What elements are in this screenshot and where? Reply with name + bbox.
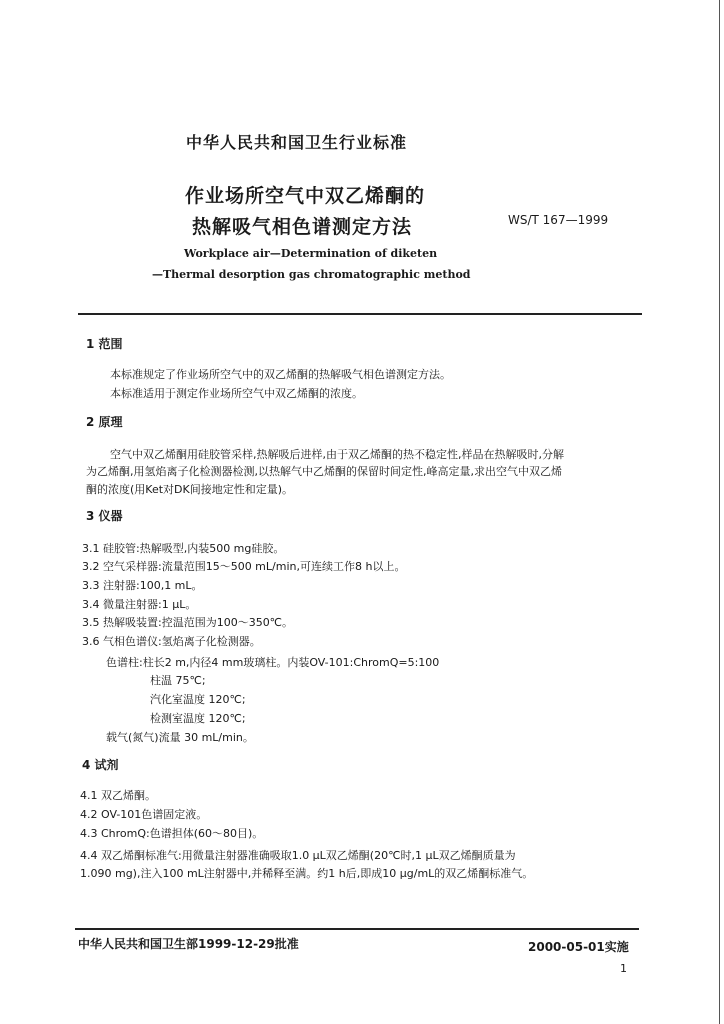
instrument-item: 3.5 热解吸装置:控温范围为100～350℃。 (82, 616, 294, 629)
title-line-1: 作业场所空气中双乙烯酮的 (185, 185, 426, 207)
section-4-heading: 4 试剂 (82, 758, 119, 772)
english-title-line-2: —Thermal desorption gas chromatographic method (152, 268, 471, 281)
section-3-heading: 3 仪器 (86, 509, 123, 523)
reagent-item: 4.1 双乙烯酮。 (80, 789, 156, 802)
instrument-item: 3.6 气相色谱仪:氢焰离子化检测器。 (82, 635, 261, 648)
english-title-line-1: Workplace air—Determination of diketen (184, 247, 438, 260)
section-1-paragraph-1: 本标准规定了作业场所空气中的双乙烯酮的热解吸气相色谱测定方法。 (110, 368, 451, 381)
section-2-line-2: 为乙烯酮,用氢焰离子化检测器检测,以热解气中乙烯酮的保留时间定性,峰高定量,求出空气中双乙烯 (86, 465, 562, 478)
effective-date: 2000-05-01实施 (528, 940, 629, 954)
approval-note: 中华人民共和国卫生部1999-12-29批准 (78, 937, 299, 951)
section-2-line-1: 空气中双乙烯酮用硅胶管采样,热解吸后进样,由于双乙烯酮的热不稳定性,样品在热解吸时,分解 (110, 448, 564, 461)
reagent-item: 4.3 ChromQ:色谱担体(60～80目)。 (80, 827, 264, 840)
title-line-2: 热解吸气相色谱测定方法 (192, 216, 413, 238)
issuing-authority: 中华人民共和国卫生行业标准 (186, 133, 408, 152)
scan-edge-line (719, 0, 720, 1024)
vaporizer-temperature: 汽化室温度 120℃; (150, 693, 246, 706)
instrument-item: 3.4 微量注射器:1 μL。 (82, 598, 197, 611)
section-1-paragraph-2: 本标准适用于测定作业场所空气中双乙烯酮的浓度。 (110, 387, 363, 400)
instrument-item: 3.1 硅胶管:热解吸型,内装500 mg硅胶。 (82, 542, 285, 555)
section-2-line-3: 酮的浓度(用Ket对DK间接地定性和定量)。 (86, 483, 294, 496)
column-temperature: 柱温 75℃; (150, 674, 206, 687)
header-divider (78, 313, 642, 315)
detector-temperature: 检测室温度 120℃; (150, 712, 246, 725)
reagent-item: 4.4 双乙烯酮标准气:用微量注射器准确吸取1.0 μL双乙烯酮(20℃时,1 μL双乙烯酮质量为 (80, 849, 516, 862)
section-1-heading: 1 范围 (86, 337, 123, 351)
reagent-item: 4.2 OV-101色谱固定液。 (80, 808, 208, 821)
reagent-item-continued: 1.090 mg),注入100 mL注射器中,并稀释至满。约1 h后,即成10 μg/mL的双乙烯酮标准气。 (80, 867, 534, 880)
standard-number: WS/T 167—1999 (508, 213, 609, 227)
column-spec: 色谱柱:柱长2 m,内径4 mm玻璃柱。内装OV-101:ChromQ=5:100 (106, 656, 440, 669)
instrument-item: 3.2 空气采样器:流量范围15～500 mL/min,可连续工作8 h以上。 (82, 560, 406, 573)
carrier-gas-flow: 载气(氮气)流量 30 mL/min。 (106, 731, 254, 744)
page-number: 1 (620, 962, 627, 975)
footer-divider (75, 928, 639, 930)
instrument-item: 3.3 注射器:100,1 mL。 (82, 579, 203, 592)
section-2-heading: 2 原理 (86, 415, 123, 429)
